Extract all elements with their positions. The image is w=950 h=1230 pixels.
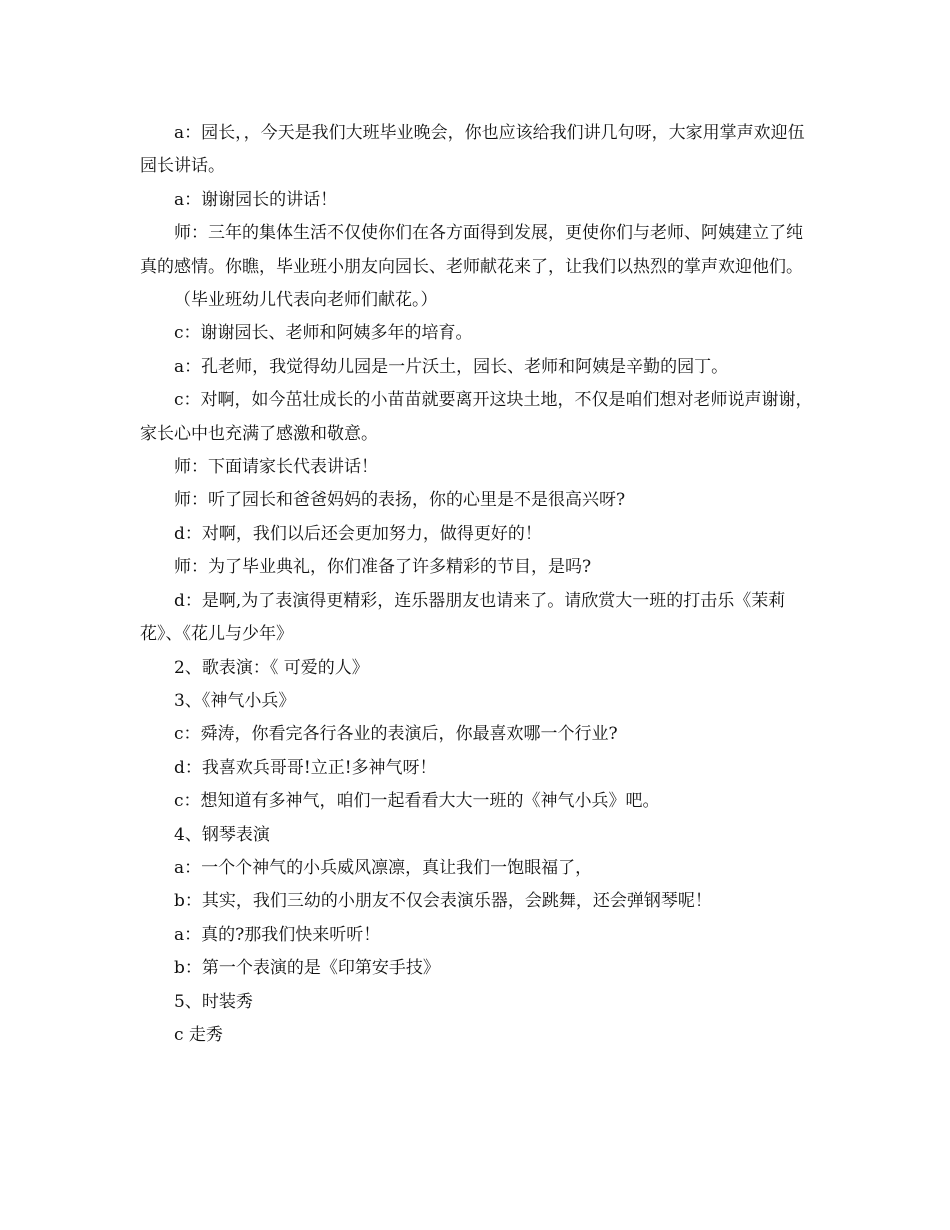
paragraph: c：对啊，如今茁壮成长的小苗苗就要离开这块土地，不仅是咱们想对老师说声谢谢，家长心中也充满了感激和敬意。 [140, 390, 813, 444]
paragraph: a：谢谢园长的讲话！ [174, 189, 338, 210]
paragraph: c 走秀 [174, 1024, 223, 1045]
paragraph: 师：下面请家长代表讲话！ [174, 457, 378, 478]
paragraph: 3、《神气小兵》 [174, 690, 296, 711]
paragraph: a：一个个神气的小兵威风凛凛，真让我们一饱眼福了， [174, 857, 593, 878]
paragraph: 5、时装秀 [174, 991, 253, 1012]
paragraph: a：园长，，今天是我们大班毕业晚会，你也应该给我们讲几句呀，大家用掌声欢迎伍园长讲话。 [140, 123, 805, 177]
paragraph: 4、钢琴表演 [174, 824, 270, 845]
paragraph: 师：为了毕业典礼，你们准备了许多精彩的节目，是吗? [174, 557, 592, 578]
document-body [140, 117, 815, 1052]
paragraph: 师：三年的集体生活不仅使你们在各方面得到发展，更使你们与老师、阿姨建立了纯真的感情。你瞧，毕业班小朋友向园长、老师献花来了，让我们以热烈的掌声欢迎他们。 [140, 223, 803, 277]
paragraph: a：真的?那我们快来听听！ [174, 924, 381, 945]
paragraph: d：我喜欢兵哥哥!立正!多神气呀！ [174, 757, 437, 778]
paragraph: 2、歌表演：《 可爱的人》 [174, 657, 369, 678]
paragraph: c：谢谢园长、老师和阿姨多年的培育。 [174, 323, 473, 344]
paragraph: c：想知道有多神气，咱们一起看看大大一班的《神气小兵》吧。 [174, 791, 660, 812]
paragraph: 师：听了园长和爸爸妈妈的表扬，你的心里是不是很高兴呀? [174, 490, 626, 511]
paragraph: d：是啊,为了表演得更精彩，连乐器朋友也请来了。请欣赏大一班的打击乐《茉莉花》、《花儿与少年》 [140, 590, 786, 645]
paragraph: （毕业班幼儿代表向老师们献花。） [174, 290, 438, 311]
paragraph: d：对啊，我们以后还会更加努力，做得更好的！ [174, 523, 542, 544]
paragraph: c：舜涛，你看完各行各业的表演后，你最喜欢哪一个行业? [174, 724, 618, 745]
paragraph: b：其实，我们三幼的小朋友不仅会表演乐器，会跳舞，还会弹钢琴呢！ [174, 891, 712, 912]
paragraph: b：第一个表演的是《印第安手技》 [174, 958, 440, 979]
paragraph: a：孔老师，我觉得幼儿园是一片沃土，园长、老师和阿姨是辛勤的园丁。 [174, 356, 729, 377]
